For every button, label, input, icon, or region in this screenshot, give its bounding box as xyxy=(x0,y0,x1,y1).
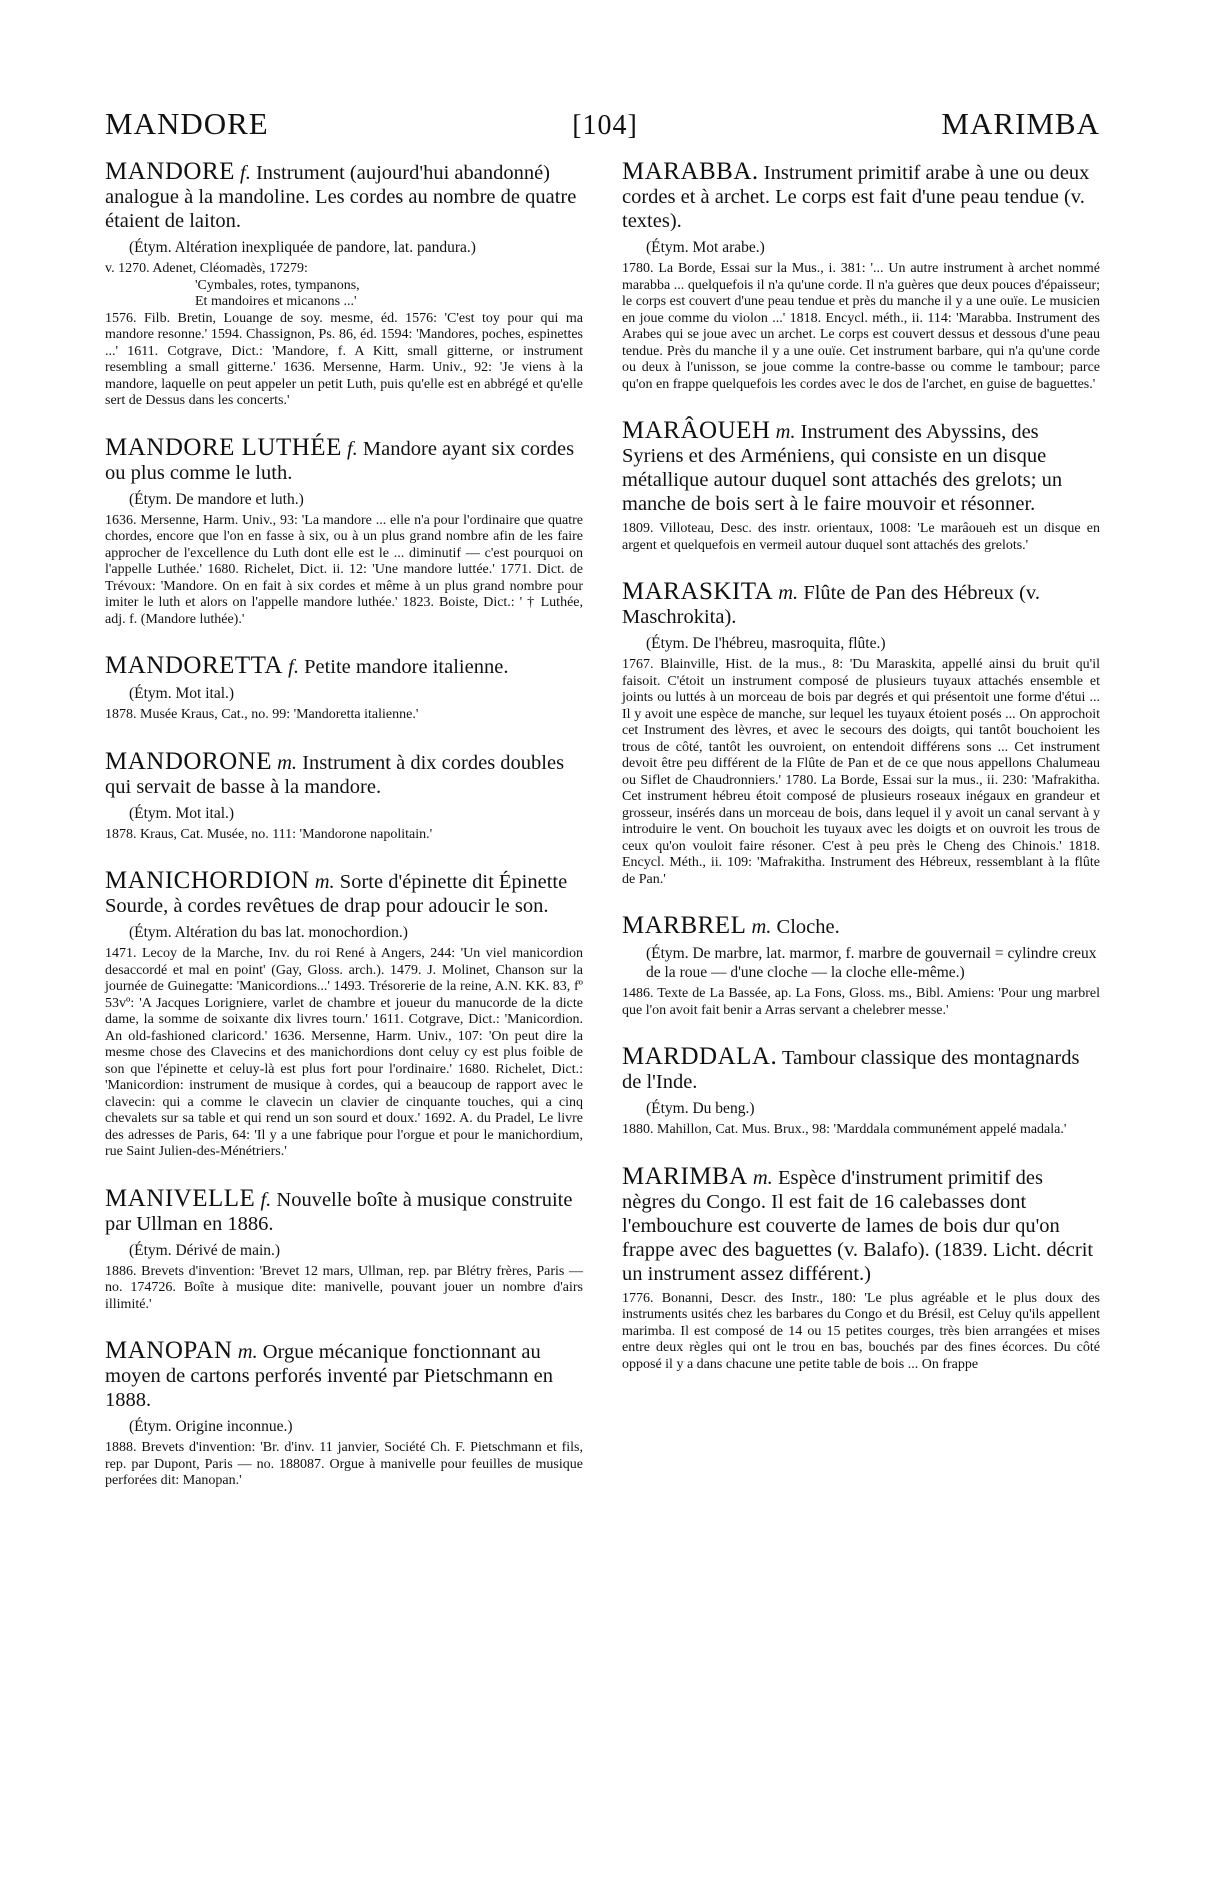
headword: MANDORONE xyxy=(105,747,272,775)
gender: f. xyxy=(346,437,358,460)
headword: MANDORE xyxy=(105,158,235,185)
entry-head xyxy=(105,433,583,485)
headword: MARABBA. xyxy=(622,158,759,185)
etymology: (Étym. De l'hébreu, masroquita, flûte.) xyxy=(646,635,886,652)
entry xyxy=(105,869,583,1161)
definition: Espèce d'instrument primitif des nègres du Congo. Il est fait de 16 calebasses dont l'embouchure est couverte de lames de bois dur qu'on frappe avec des baguettes (v. Balafo). (1839. Licht. décrit un instrument assez différent.) xyxy=(622,1166,1094,1285)
citations: 1809. Villoteau, Desc. des instr. orientaux, 1008: 'Le marâoueh est un disque en argent et quelquefois en vermeil autour duquel sont attachés des grelots.' xyxy=(622,521,1100,553)
entry xyxy=(105,433,583,629)
gender: m. xyxy=(277,751,298,774)
citations: 1486. Texte de La Bassée, ap. La Fons, Gloss. ms., Bibl. Amiens: 'Pour ung marbrel que l'on avoit fait benir a Arras servant a chelebrer messe.' xyxy=(622,986,1100,1018)
definition: Sorte d'épinette dit Épinette Sourde, à cordes revêtues de drap pour adoucir le son. xyxy=(105,871,568,917)
headword: MANICHORDION xyxy=(105,867,310,894)
entry-head xyxy=(622,1162,1100,1286)
etymology: (Étym. Mot ital.) xyxy=(129,685,235,702)
entry xyxy=(105,1339,583,1490)
verse-line: Et mandoires et micanons ...' xyxy=(195,294,357,309)
entry xyxy=(105,160,583,410)
headword: MANOPAN xyxy=(105,1337,233,1364)
citations: 1878. Kraus, Cat. Musée, no. 111: 'Mandorone napolitain.' xyxy=(105,826,433,842)
definition: Mandore ayant six cordes ou plus comme le luth. xyxy=(105,437,575,484)
page-number: [104] xyxy=(572,110,638,141)
entry-head xyxy=(622,914,1100,939)
entry-head xyxy=(105,160,583,233)
etymology: (Étym. Altération du bas lat. monochordion.) xyxy=(129,924,408,941)
etymology: (Étym. Origine inconnue.) xyxy=(129,1418,293,1435)
citations: 1780. La Borde, Essai sur la Mus., i. 381: '... Un autre instrument à archet nommé marabba ... quelquefois il n'a qu'une corde. Il n'a guères que deux pouces d'épaisseur; le corps est couvert d'une peau tendue et près du manche il y a une ouïe. Le musicien en joue comme du violon ...' 1818. Encycl. méth., ii. 114: 'Marabba. Instrument des Arabes qui se joue avec un archet. Le corps est couvert dessus et dessous d'une peau tendue. Près du manche il y a une ouïe. Cet instrument barbare, qui n'a qu'une corde ou deux à l'unisson, se joue comme la contre-basse ou comme le tambour; parce qu'on en frappe quelquefois les cordes avec le dos de l'archet, en guise de baguettes.' xyxy=(622,261,1100,392)
gender: m. xyxy=(775,421,796,443)
running-header xyxy=(105,106,1100,148)
etymology: (Étym. Dérivé de main.) xyxy=(129,1241,281,1259)
definition: Cloche. xyxy=(776,916,840,938)
headword: MANDORE LUTHÉE xyxy=(105,433,342,461)
definition: Orgue mécanique fonctionnant au moyen de cartons perforés inventé par Pietschmann en 1888. xyxy=(105,1341,553,1411)
headword: MARBREL xyxy=(622,912,747,939)
definition: Instrument (aujourd'hui abandonné) analogue à la mandoline. Les cordes au nombre de quatre étaient de laiton. xyxy=(105,162,577,232)
gender: f. xyxy=(260,1188,272,1211)
entry-head xyxy=(622,419,1100,516)
entry xyxy=(105,1184,583,1314)
etymology: (Étym. De mandore et luth.) xyxy=(129,490,304,508)
etymology: (Étym. De marbre, lat. marmor, f. marbre de gouvernail = cylindre creux de la roue — d'une cloche — la cloche elle-même.) xyxy=(646,945,1097,981)
entry-head xyxy=(105,869,583,918)
gender: f. xyxy=(288,656,299,678)
definition: Tambour classique des montagnards de l'Inde. xyxy=(622,1047,1080,1093)
headword: MARASKITA xyxy=(622,578,774,605)
definition: Instrument à dix cordes doubles qui servait de basse à la mandore. xyxy=(105,751,565,798)
entry-head xyxy=(105,1339,583,1412)
etymology: (Étym. Mot ital.) xyxy=(129,804,235,822)
citations: 1886. Brevets d'invention: 'Brevet 12 mars, Ullman, rep. par Blétry frères, Paris — no. 174726. Boîte à musique dite: manivelle, pouvant jouer un nombre d'airs illimité.' xyxy=(105,1263,583,1312)
entry xyxy=(622,914,1100,1019)
gender: m. xyxy=(778,582,799,604)
entry xyxy=(622,160,1100,393)
citations: 1471. Lecoy de la Marche, Inv. du roi René à Angers, 244: 'Un viel manicordion desaccordé et mal en point' (Gay, Gloss. arch.). 1479. J. Molinet, Chanson sur la journée de Guinegatte: 'Manicordions...' 1493. Trésorerie de la reine, A.N. KK. 83, fº 53vº: 'A Jacques Lorigniere, varlet de chambre et joueur du manucorde de la dicte dame, la somme de soixante dix livres tourn.' 1611. Cotgrave, Dict.: 'Manicordion. An old-fashioned claricord.' 1636. Mersenne, Harm. Univ., 107: 'On peut dire la mesme chose des Clavecins et des manichordions dont celuy cy est plus foible de son que l'épinette et celuy-là est plus fort pour l'ordinaire.' 1680. Richelet, Dict.: 'Manicordion: instrument de musique à cordes, qui a beaucoup de rapport avec le clavecin: qui a comme le clavecin un clavier de cinquante touches, qui a cinq chevalets sur sa table et qui rend un son sourd et doux.' 1692. A. du Pradel, Le livre des adresses de Paris, 64: 'Il y a une fabrique pour l'orgue et pour le manichordium, rue Saint Julien-des-Ménétriers.' xyxy=(105,946,583,1159)
definition: Flûte de Pan des Hébreux (v. Maschrokita). xyxy=(622,582,1040,628)
citations: 1878. Musée Kraus, Cat., no. 99: 'Mandoretta italienne.' xyxy=(105,707,419,722)
entry-head xyxy=(622,1045,1100,1094)
entry-head xyxy=(105,654,583,679)
definition: Instrument des Abyssins, des Syriens et des Arméniens, qui consiste en un disque métallique autour duquel sont attachés des grelots; un manche de bois sert à le faire mouvoir et résonner. xyxy=(622,421,1063,515)
citations: 1636. Mersenne, Harm. Univ., 93: 'La mandore ... elle n'a pour l'ordinaire que quatre chordes, encore que l'on en fasse à six, ou à un plus grand nombre afin de les faire approcher de l'excellence du Luth dont elle est le ... diminutif — c'est pourquoi on l'appelle Luthée.' 1680. Richelet, Dict. ii. 12: 'Une mandore luttée.' 1771. Dict. de Trévoux: 'Mandore. On en fait à six cordes et même à un plus grand nombre pour imiter le luth et alors on l'appelle mandore luthée.' 1823. Boiste, Dict.: ' † Luthée, adj. f. (Mandore luthée).' xyxy=(105,512,583,627)
citations: 1776. Bonanni, Descr. des Instr., 180: 'Le plus agréable et le plus doux des instruments usités chez les barbares du Congo et du Brésil, est Celuy qu'ils appellent marimba. Il est composé de 14 ou 15 petites courges, très bien arrangées et mises entre deux règles qui ont le trou en bas, bouchés par des fines écorces. Du côté opposé il y a dans chacune une petite table de bois ... On frappe xyxy=(622,1290,1100,1372)
entry-head xyxy=(105,747,583,799)
headword: MARÂOUEH xyxy=(622,417,771,444)
citations: v. 1270. Adenet, Cléomadès, 17279: xyxy=(105,261,308,276)
citations: 1880. Mahillon, Cat. Mus. Brux., 98: 'Marddala communément appelé madala.' xyxy=(622,1122,1067,1137)
columns xyxy=(105,160,1100,1516)
headword: MANIVELLE xyxy=(105,1184,256,1212)
left-column xyxy=(105,160,583,1516)
verse-line: 'Cymbales, rotes, tympanons, xyxy=(195,277,360,293)
gender: f. xyxy=(240,162,251,184)
entry xyxy=(622,419,1100,554)
gender: m. xyxy=(752,1166,773,1189)
entry-head xyxy=(622,160,1100,233)
definition: Nouvelle boîte à musique construite par Ullman en 1886. xyxy=(105,1188,573,1235)
headword: MANDORETTA xyxy=(105,652,283,679)
gender: m. xyxy=(751,916,772,938)
citations: 1888. Brevets d'invention: 'Br. d'inv. 11 janvier, Société Ch. F. Pietschmann et fils, rep. par Dupont, Paris — no. 188087. Orgue à manivelle pour feuilles de musique perforées dit: Manopan.' xyxy=(105,1440,583,1488)
gender: m. xyxy=(237,1341,258,1363)
entry xyxy=(622,580,1100,888)
definition: Petite mandore italienne. xyxy=(304,656,509,678)
etymology: (Étym. Altération inexpliquée de pandore, lat. pandura.) xyxy=(129,239,476,256)
headword: MARIMBA xyxy=(622,1162,748,1190)
entry xyxy=(622,1162,1100,1374)
entry xyxy=(105,654,583,724)
citations: 1576. Filb. Bretin, Louange de soy. mesme, éd. 1576: 'C'est toy pour qui ma mandore resonne.' 1594. Chassignon, Ps. 86, éd. 1594: 'Mandores, poches, espinettes ...' 1611. Cotgrave, Dict.: 'Mandore, f. A Kitt, small gitterne, or instrument resembling a small gitterne.' 1636. Mersenne, Harm. Univ., 92: 'Je viens à la mandore, laquelle on peut appeler un petit Luth, puis qu'elle est en abbrégé et qu'elle sert de Dessus dans les concerts.' xyxy=(105,310,583,408)
right-column xyxy=(622,160,1100,1516)
entry xyxy=(622,1045,1100,1139)
entry-head xyxy=(105,1184,583,1236)
definition: Instrument primitif arabe à une ou deux cordes et à archet. Le corps est fait d'une peau tendue (v. textes). xyxy=(622,162,1090,232)
entry xyxy=(105,747,583,844)
headword: MARDDALA. xyxy=(622,1043,778,1070)
gender: m. xyxy=(314,871,335,893)
etymology: (Étym. Du beng.) xyxy=(646,1100,755,1117)
header-left: MANDORE xyxy=(105,106,269,141)
entry-head xyxy=(622,580,1100,629)
citations: 1767. Blainville, Hist. de la mus., 8: 'Du Maraskita, appellé ainsi du bruit qu'il faisoit. C'étoit un instrument composé de plusieurs tuyaux attachés ensemble et joints ou luttés à un morceau de bois par degrés et qui présentoit une forme d'étui ... Il y avoit une espèce de manche, sur lequel les tuyaux étoient posés ... On approchoit cet Instrument des lèvres, et avec le secours des doigts, qui tantôt bouchoient les trous de côté, tantôt les ouvroient, on entendoit différens sons ... Cet instrument devoit être peu différent de la Flûte de Pan et de ce que nous appellons Chalumeau ou Siflet de Chaudronniers.' 1780. La Borde, Essai sur la mus., ii. 230: 'Mafrakitha. Cet instrument hébreu étoit composé de plusieurs roseaux inégaux en grandeur et grosseur, insérés dans un morceau de bois, dans lequel il y avoit un canal servant à y introduire le vent. On bouchoit les tuyaux avec les doigts et on ouvroit les trous de ceux qu'on vouloit faire résoner. C'est à peu près le Cheng des Chinois.' 1818. Encycl. Méth., ii. 109: 'Mafrakitha. Instrument des Hébreux, ressemblant à la flûte de Pan.' xyxy=(622,657,1100,887)
header-right: MARIMBA xyxy=(941,106,1100,141)
etymology: (Étym. Mot arabe.) xyxy=(646,239,765,256)
